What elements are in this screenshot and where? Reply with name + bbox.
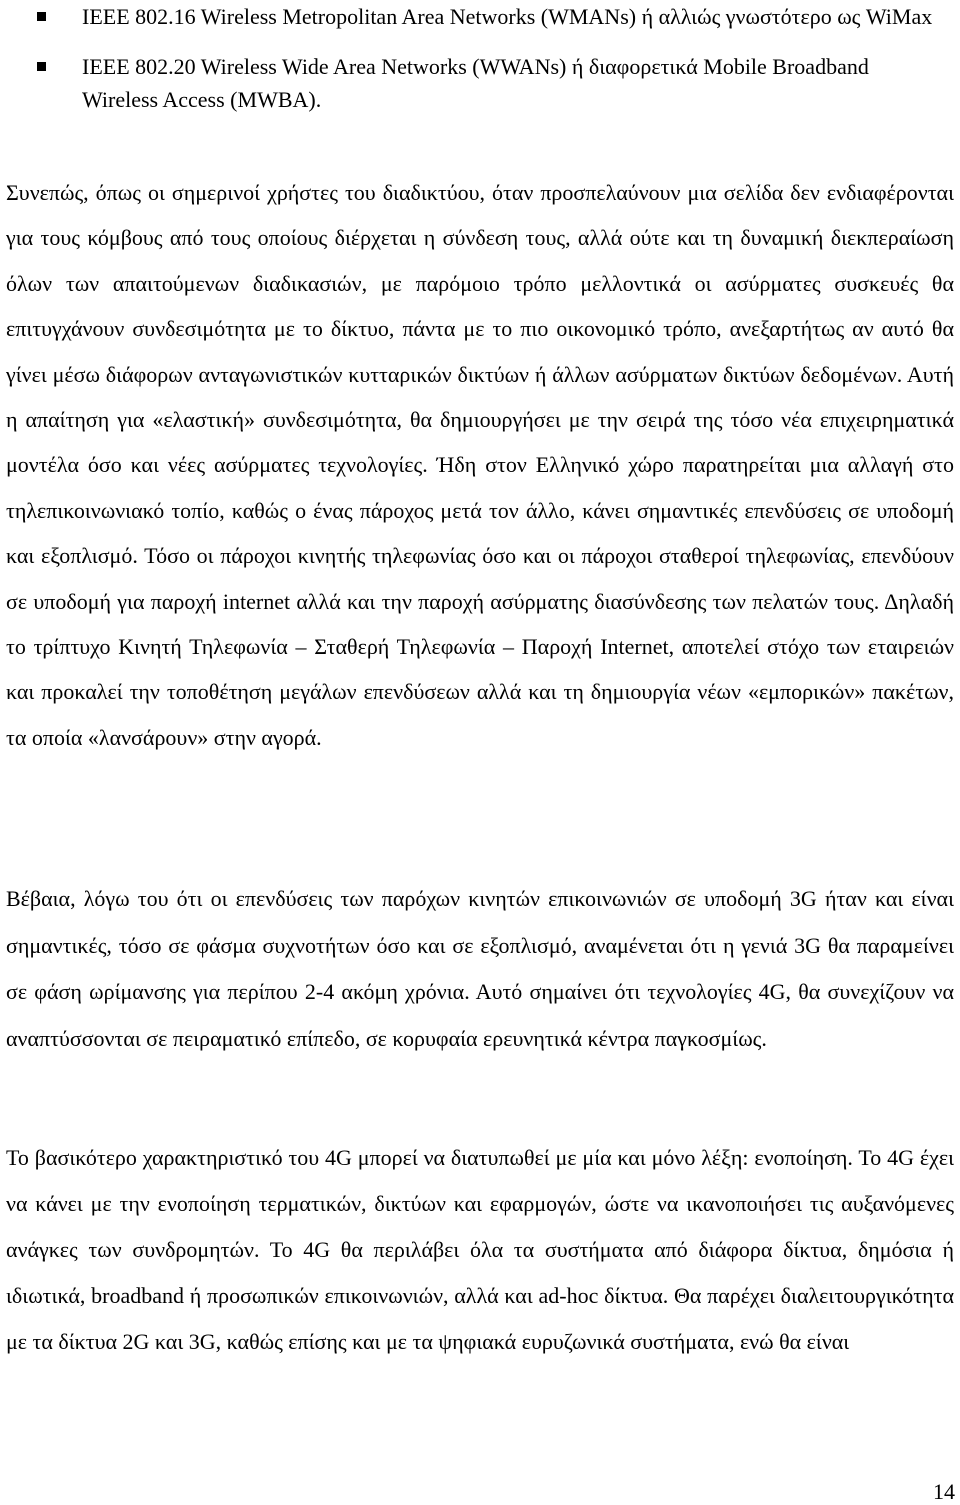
- square-bullet-icon: [37, 12, 46, 21]
- bullet-text: IEEE 802.20 Wireless Wide Area Networks (WWANs) ή διαφορετικά Mobile Broadband Wireless Access (MWBA).: [82, 54, 869, 112]
- bullet-text: IEEE 802.16 Wireless Metropolitan Area Networks (WMANs) ή αλλιώς γνωστότερο ως WiMax: [82, 4, 933, 29]
- body-paragraph: Συνεπώς, όπως οι σημερινοί χρήστες του διαδικτύου, όταν προσπελαύνουν μια σελίδα δεν ενδιαφέρονται για τους κόμβους από τους οποίους διέρχεται η σύνδεση τους, αλλά ούτε και τη δυναμική διεκπεραίωση όλων των απαιτούμενων διαδικασιών, με παρόμοιο τρόπο μελλοντικά οι ασύρματες συσκευές θα επιτυγχάνουν συνδεσιμότητα με το δίκτυο, πάντα με το πιο οικονομικό τρόπο, ανεξαρτήτως αν αυτό θα γίνει μέσω διάφορων ανταγωνιστικών κυτταρικών δικτύων ή άλλων ασύρματων δικτύων δεδομένων. Αυτή η απαίτηση για «ελαστική» συνδεσιμότητα, θα δημιουργήσει με την σειρά της τόσο νέα επιχειρηματικά μοντέλα όσο και νέες ασύρματες τεχνολογίες. Ήδη στον Ελληνικό χώρο παρατηρείται μια αλλαγή στο τηλεπικοινωνιακό τοπίο, καθώς ο ένας πάροχος μετά τον άλλο, κάνει σημαντικές επενδύσεις σε υποδομή και εξοπλισμό. Τόσο οι πάροχοι κινητής τηλεφωνίας όσο και οι πάροχοι σταθεροί τηλεφωνίας, επενδύουν σε υποδομή για παροχή internet αλλά και την παροχή ασύρματης διασύνδεσης των πελατών τους. Δηλαδή το τρίπτυχο Κινητή Τηλεφωνία – Σταθερή Τηλεφωνία – Παροχή Internet, αποτελεί στόχο των εταιρειών και προκαλεί την τοποθέτηση μεγάλων επενδύσεων αλλά και τη δημιουργία νέων «εμπορικών» πακέτων, τα οποία «λανσάρουν» στην αγορά.: [6, 180, 954, 750]
- list-item: [0, 50, 960, 116]
- body-paragraph: Το βασικότερο χαρακτηριστικό του 4G μπορεί να διατυπωθεί με μία και μόνο λέξη: ενοποίηση. Το 4G έχει να κάνει με την ενοποίηση τερματικών, δικτύων και εφαρμογών, ώστε να ικανοποιήσει τις αυξανόμενες ανάγκες των συνδρομητών. Το 4G θα περιλάβει όλα τα συστήματα από διάφορα δίκτυα, δημόσια ή ιδιωτικά, broadband ή προσωπικών επικοινωνιών, αλλά και ad-hoc δίκτυα. Θα παρέχει διαλειτουργικότητα με τα δίκτυα 2G και 3G, καθώς επίσης και με τα ψηφιακά ευρυζωνικά συστήματα, ενώ θα είναι: [6, 1145, 954, 1354]
- list-item: [0, 0, 960, 33]
- square-bullet-icon: [37, 62, 46, 71]
- body-paragraph: Βέβαια, λόγω του ότι οι επενδύσεις των παρόχων κινητών επικοινωνιών σε υποδομή 3G ήταν και είναι σημαντικές, τόσο σε φάσμα συχνοτήτων όσο και σε εξοπλισμό, αναμένεται ότι η γενιά 3G θα παραμείνει σε φάση ωρίμανσης για περίπου 2-4 ακόμη χρόνια. Αυτό σημαίνει ότι τεχνολογίες 4G, θα συνεχίζουν να αναπτύσσονται σε πειραματικό επίπεδο, σε κορυφαία ερευνητικά κέντρα παγκοσμίως.: [6, 886, 954, 1051]
- bullet-list: [0, 0, 960, 133]
- page-number: 14: [933, 1479, 955, 1504]
